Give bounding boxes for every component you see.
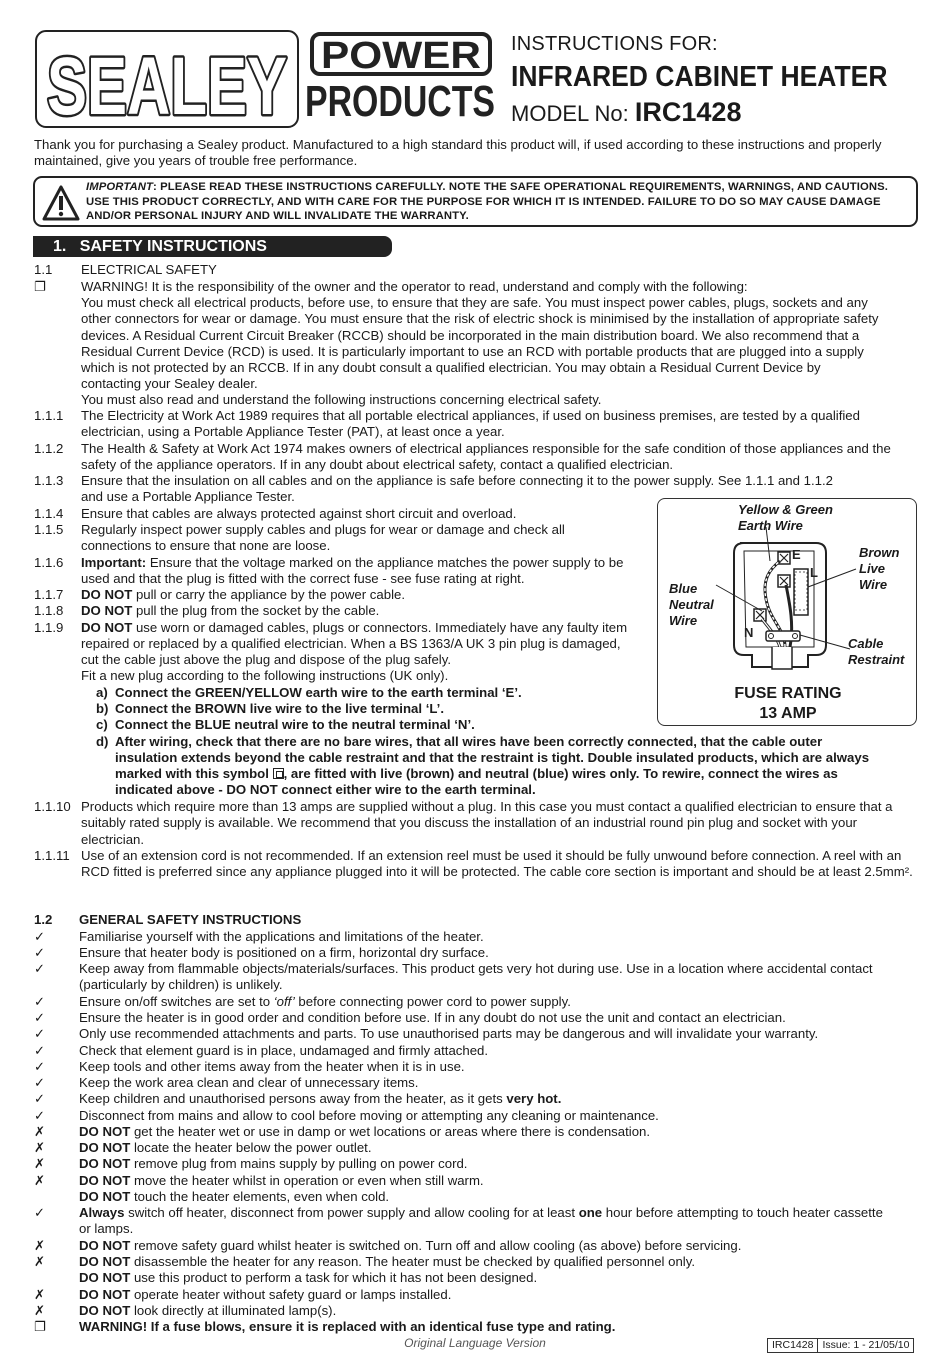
safety-list-text xyxy=(79,1287,451,1303)
text-part: Disconnect from mains and allow to cool before moving or attempting any cleaning or maintenance. xyxy=(79,1108,659,1123)
safety-list-text xyxy=(79,1173,484,1189)
svg-text:PRODUCTS: PRODUCTS xyxy=(305,77,495,122)
safety-list-text xyxy=(79,1075,418,1091)
check-icon: ✓ xyxy=(34,945,46,960)
cross-icon: ✗ xyxy=(34,1156,46,1171)
item-text: Ensure that the insulation on all cables and on the appliance is safe before connecting it to the power supply. See 1.1.1 and 1.1.2 xyxy=(81,473,833,488)
blue-wire-label xyxy=(669,581,714,629)
check-icon: ✓ xyxy=(34,1205,46,1220)
important-notice xyxy=(33,176,918,227)
cross-icon: ✗ xyxy=(34,1124,46,1139)
cross-icon: ✗ xyxy=(34,1238,46,1253)
item-number: 1.1.10 xyxy=(34,799,71,814)
item-text: repaired or replaced by a qualified electrician. When a BS 1363/A UK 3 pin plug is damaged, xyxy=(81,636,621,651)
plug-wiring-diagram xyxy=(657,498,917,726)
model-number: IRC1428 xyxy=(634,97,742,127)
svg-text:POWER: POWER xyxy=(321,35,481,77)
check-icon: ✓ xyxy=(34,994,46,1009)
safety-list-text xyxy=(79,1059,465,1075)
item-text: and use a Portable Appliance Tester. xyxy=(81,489,295,504)
item-text xyxy=(81,587,405,603)
label-line: Blue xyxy=(669,581,698,596)
label-line: Brown xyxy=(859,545,900,560)
footer-issue: Issue: 1 - 21/05/10 xyxy=(817,1339,913,1352)
step-text: indicated above - DO NOT connect either wire to the earth terminal. xyxy=(115,782,536,797)
item-text: The Electricity at Work Act 1989 requires that all portable electrical appliances, if used on business premises, are tested by a qualified electrician, using a Portable Appliance Tester (PAT), at least once a year. xyxy=(81,408,860,440)
intro-text: Thank you for purchasing a Sealey product. Manufactured to a high standard this product will, if used according to these instructions and properly maintained, give you years of trouble free performance. xyxy=(34,137,882,169)
text-part: get the heater wet or use in damp or wet locations or areas where there is condensation. xyxy=(130,1124,651,1139)
safety-list-text xyxy=(79,1205,883,1221)
safety-list-text: (particularly by children) is unlikely. xyxy=(79,977,283,993)
fuse-rating-label: FUSE RATING xyxy=(734,685,842,702)
safety-list-text: or lamps. xyxy=(79,1221,134,1237)
do-not-label: DO NOT xyxy=(81,587,133,602)
item-number: 1.1.5 xyxy=(34,522,64,537)
footer-model: IRC1428 xyxy=(772,1339,814,1351)
step-label: d) xyxy=(96,734,109,749)
item-text xyxy=(81,555,623,571)
label-line: Yellow & Green xyxy=(738,502,833,517)
text-part: DO NOT xyxy=(79,1189,131,1204)
item-text: cut the cable just above the plug and dispose of the plug safely. xyxy=(81,652,451,667)
important-label: Important: xyxy=(81,555,147,570)
text-part: Ensure that heater body is positioned on a firm, horizontal dry surface. xyxy=(79,945,489,960)
cable-restraint-label xyxy=(848,636,904,668)
s11-paragraph-1: You must check all electrical products, before use, to ensure that they are safe. You must inspect power cables, plugs, sockets and any other connectors for wear or damage. You must ensure that the risk of electric shock is minimised by the installation of appropriate safety devices. A Residual Current Circuit Breaker (RCCB) should be incorporated in the main distribution board. We also recommend that a Residual Current Device (RCD) is used. It is particularly important to use an RCD with portable products that are plugged into a supply which is not protected by an RCCB. If in any doubt consult a qualified electrician. You may obtain a Residual Current Device by contacting your Sealey dealer. xyxy=(81,295,879,392)
check-icon: ✓ xyxy=(34,1108,46,1123)
check-icon: ✓ xyxy=(34,1059,46,1074)
important-label: IMPORTANT xyxy=(86,181,154,193)
safety-list-text xyxy=(79,1319,615,1335)
safety-list-text xyxy=(79,1140,372,1156)
safety-list-text xyxy=(79,1108,659,1124)
s11-title: ELECTRICAL SAFETY xyxy=(81,262,217,277)
step-label: b) xyxy=(96,701,109,716)
text-part: Ensure on/off switches are set to xyxy=(79,994,274,1009)
label-line: Restraint xyxy=(848,652,905,667)
text-part: DO NOT xyxy=(79,1238,131,1253)
text-part: Familiarise yourself with the applications and limitations of the heater. xyxy=(79,929,484,944)
checkbox-icon: ❐ xyxy=(34,1319,46,1334)
text-part: DO NOT xyxy=(79,1287,131,1302)
label-line: Earth Wire xyxy=(738,518,803,533)
check-icon: ✓ xyxy=(34,1043,46,1058)
item-text: Use of an extension cord is not recommended. If an extension reel must be used it should be fully unwound before connection. A reel with an RCD fitted is preferred since any appliance plugged into it will be protected. The cable core section is important and should be at least 2.5mm². xyxy=(81,848,913,880)
text-part: use this product to perform a task for which it has not been designed. xyxy=(130,1270,538,1285)
sealey-logo xyxy=(35,30,299,128)
item-number: 1.1.7 xyxy=(34,587,64,602)
label-line: Wire xyxy=(669,613,698,628)
s11-paragraph-2: You must also read and understand the following instructions concerning electrical safety. xyxy=(81,392,602,407)
terminal-l-label: L xyxy=(810,565,818,580)
safety-list-text xyxy=(79,1270,537,1286)
item-number: 1.1.1 xyxy=(34,408,64,423)
step-text xyxy=(115,766,838,782)
text-part: Keep children and unauthorised persons away from the heater, as it gets xyxy=(79,1091,507,1106)
item-text: Products which require more than 13 amps are supplied without a plug. In this case you must contact a qualified electrician to ensure that a suitably rated supply is available. We recommend that you discuss the installation of an industrial round pin plug and socket with your electrician. xyxy=(81,799,893,847)
safety-list-text xyxy=(79,1189,389,1205)
item-text-body: Ensure that the voltage marked on the appliance matches the power supply to be xyxy=(146,555,624,570)
text-part: remove safety guard whilst heater is switched on. Turn off and allow cooling (as above) before servicing. xyxy=(130,1238,742,1253)
text-part: move the heater whilst in operation or even when still warm. xyxy=(130,1173,484,1188)
important-text xyxy=(86,180,912,224)
item-text-body: pull or carry the appliance by the power cable. xyxy=(132,587,405,602)
text-part: DO NOT xyxy=(79,1254,131,1269)
step-label: c) xyxy=(96,717,108,732)
section-1-number: 1. xyxy=(53,238,67,255)
item-text-body: pull the plug from the socket by the cable. xyxy=(132,603,380,618)
step-text-a: marked with this symbol xyxy=(115,766,273,781)
text-part: DO NOT xyxy=(79,1156,131,1171)
label-line: Neutral xyxy=(669,597,714,612)
step-label: a) xyxy=(96,685,108,700)
step-text: insulation extends beyond the cable restraint and that the restraint is tight. Double insulated products, which are always xyxy=(115,750,870,765)
check-icon: ✓ xyxy=(34,1010,46,1025)
original-language-note: Original Language Version xyxy=(404,1336,546,1350)
text-part: disassemble the heater for any reason. The heater must be checked by qualified personnel only. xyxy=(130,1254,696,1269)
s12-number: 1.2 xyxy=(34,912,53,927)
step-text-b: , are fitted with live (brown) and neutral (blue) wires only. To rewire, connect the wires as xyxy=(283,766,838,781)
text-part: DO NOT xyxy=(79,1124,131,1139)
text-part: Ensure the heater is in good order and condition before use. If in any doubt do not use the unit and contact an electrician. xyxy=(79,1010,786,1025)
text-part: DO NOT xyxy=(79,1270,131,1285)
safety-list-text xyxy=(79,1124,650,1140)
s12-title: GENERAL SAFETY INSTRUCTIONS xyxy=(79,912,302,927)
model-line xyxy=(511,97,741,129)
step-text: Connect the BROWN live wire to the live terminal ‘L’. xyxy=(115,701,445,716)
s11-warning-text xyxy=(81,279,916,295)
text-part: very hot. xyxy=(506,1091,562,1106)
label-line: Wire xyxy=(859,577,888,592)
item-text: Regularly inspect power supply cables and plugs for wear or damage and check all xyxy=(81,522,565,537)
earth-wire-label xyxy=(738,502,833,534)
warning-triangle-icon xyxy=(42,185,80,221)
safety-list-text xyxy=(79,1010,786,1026)
step-text: After wiring, check that there are no bare wires, that all wires have been correctly connected, that the cable outer xyxy=(115,734,823,749)
step-text: Connect the BLUE neutral wire to the neutral terminal ‘N’. xyxy=(115,717,475,732)
text-part: one xyxy=(578,1205,603,1220)
item-number: 1.1.4 xyxy=(34,506,64,521)
label-line: Cable xyxy=(848,636,884,651)
svg-text:SEALEY: SEALEY xyxy=(47,41,287,128)
check-icon: ✓ xyxy=(34,1026,46,1041)
text-part: before connecting power cord to power supply. xyxy=(294,994,571,1009)
text-part: DO NOT xyxy=(79,1303,131,1318)
s11-number: 1.1 xyxy=(34,262,53,277)
footer-issue-box xyxy=(767,1338,914,1353)
warning-body: It is the responsibility of the owner and the operator to read, understand and comply with the following: xyxy=(147,279,748,294)
important-body: : PLEASE READ THESE INSTRUCTIONS CAREFULLY. NOTE THE SAFE OPERATIONAL REQUIREMENTS, WARNINGS, AND CAUTIONS. USE THIS PRODUCT CORRECTLY, AND WITH CARE FOR THE PURPOSE FOR WHICH IT IS INTENDED. FAILURE TO DO SO MAY CAUSE DAMAGE AND/OR PERSONAL INJURY AND WILL INVALIDATE THE WARRANTY. xyxy=(86,181,889,223)
label-line: Live xyxy=(859,561,886,576)
checkbox-icon: ❐ xyxy=(34,279,46,294)
safety-list-text xyxy=(79,961,873,977)
fuse-amp-label: 13 AMP xyxy=(759,705,817,722)
safety-list-text xyxy=(79,1043,488,1059)
check-icon: ✓ xyxy=(34,1075,46,1090)
text-part: Only use recommended attachments and parts. To use unauthorised parts may be dangerous and will invalidate your warranty. xyxy=(79,1026,819,1041)
check-icon: ✓ xyxy=(34,1091,46,1106)
safety-list-text xyxy=(79,994,571,1010)
cross-icon: ✗ xyxy=(34,1254,46,1269)
item-text: used and that the plug is fitted with the correct fuse - see fuse rating at right. xyxy=(81,571,525,586)
text-part: switch off heater, disconnect from power supply and allow cooling for at least xyxy=(124,1205,579,1220)
item-text: connections to ensure that none are loose. xyxy=(81,538,331,553)
text-part: look directly at illuminated lamp(s). xyxy=(130,1303,337,1318)
product-title: INFRARED CABINET HEATER xyxy=(511,61,888,93)
text-part: Keep the work area clean and clear of unnecessary items. xyxy=(79,1075,419,1090)
text-part: remove plug from mains supply by pulling on power cord. xyxy=(130,1156,468,1171)
item-number: 1.1.2 xyxy=(34,441,64,456)
step-text: Connect the GREEN/YELLOW earth wire to the earth terminal ‘E’. xyxy=(115,685,522,700)
safety-list-text xyxy=(79,1156,467,1172)
section-1-header xyxy=(33,236,392,257)
double-insulated-icon xyxy=(273,768,284,779)
text-part: touch the heater elements, even when cold. xyxy=(130,1189,390,1204)
item-text: The Health & Safety at Work Act 1974 makes owners of electrical appliances responsible for the safe condition of those appliances and the safety of the appliance operators. If in any doubt about electrical safety, contact a qualified electrician. xyxy=(81,441,891,473)
item-number: 1.1.3 xyxy=(34,473,64,488)
item-text xyxy=(81,603,379,619)
text-part: DO NOT xyxy=(79,1140,131,1155)
item-text: Fit a new plug according to the following instructions (UK only). xyxy=(81,668,449,683)
text-part: Keep tools and other items away from the heater when it is in use. xyxy=(79,1059,465,1074)
instructions-for-label: INSTRUCTIONS FOR: xyxy=(511,33,718,55)
model-label: MODEL No: xyxy=(511,101,629,126)
cross-icon: ✗ xyxy=(34,1140,46,1155)
safety-list-text xyxy=(79,1303,336,1319)
text-part: WARNING! If a fuse blows, ensure it is replaced with an identical fuse type and rating. xyxy=(79,1319,616,1334)
check-icon: ✓ xyxy=(34,929,46,944)
check-icon: ✓ xyxy=(34,961,46,976)
warning-label: WARNING! xyxy=(81,279,148,294)
text-part: Always xyxy=(79,1205,125,1220)
item-text xyxy=(81,620,627,636)
text-part: Check that element guard is in place, undamaged and firmly attached. xyxy=(79,1043,489,1058)
text-part: Keep away from flammable objects/materials/surfaces. This product gets very hot during use. Use in a location where accidental contact xyxy=(79,961,873,976)
item-number: 1.1.9 xyxy=(34,620,64,635)
safety-list-text xyxy=(79,1026,818,1042)
item-text: Ensure that cables are always protected against short circuit and overload. xyxy=(81,506,517,521)
brown-wire-label xyxy=(859,545,899,593)
text-part: hour before attempting to touch heater cassette xyxy=(602,1205,883,1220)
safety-list-text xyxy=(79,1091,561,1107)
terminal-e-label: E xyxy=(792,547,801,562)
item-text-body: use worn or damaged cables, plugs or connectors. Immediately have any faulty item xyxy=(132,620,628,635)
cross-icon: ✗ xyxy=(34,1173,46,1188)
safety-list-text xyxy=(79,929,484,945)
do-not-label: DO NOT xyxy=(81,603,133,618)
item-number: 1.1.8 xyxy=(34,603,64,618)
item-number: 1.1.11 xyxy=(34,848,70,863)
cross-icon: ✗ xyxy=(34,1287,46,1302)
power-products-logo xyxy=(304,32,497,122)
item-number: 1.1.6 xyxy=(34,555,64,570)
safety-list-text xyxy=(79,945,489,961)
terminal-n-label: N xyxy=(744,625,754,640)
do-not-label: DO NOT xyxy=(81,620,133,635)
text-part: ‘off’ xyxy=(273,994,295,1009)
text-part: DO NOT xyxy=(79,1173,131,1188)
section-1-title: SAFETY INSTRUCTIONS xyxy=(79,238,267,255)
cross-icon: ✗ xyxy=(34,1303,46,1318)
text-part: operate heater without safety guard or lamps installed. xyxy=(130,1287,452,1302)
svg-text:SEALEY: SEALEY xyxy=(47,41,287,128)
text-part: locate the heater below the power outlet. xyxy=(130,1140,372,1155)
safety-list-text xyxy=(79,1254,695,1270)
safety-list-text xyxy=(79,1238,741,1254)
